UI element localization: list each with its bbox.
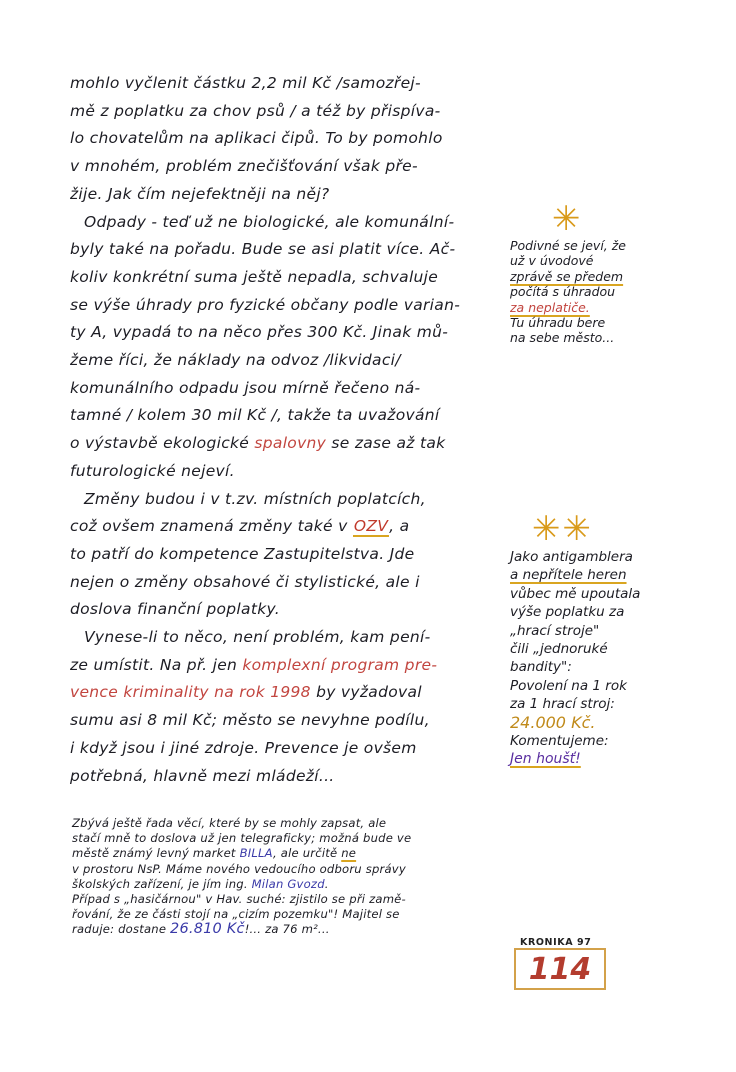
- note-text: , ale určitě: [273, 846, 342, 861]
- margin-note-1: [510, 238, 690, 346]
- main-line-program2: [70, 679, 510, 707]
- note-text: !... za 76 m²...: [244, 922, 330, 937]
- main-line: mě z poplatku za chov psů / a též by přispíva-: [70, 101, 441, 120]
- double-asterisk-icon: ✳✳: [532, 509, 593, 549]
- note-text: městě známý levný market: [72, 846, 240, 861]
- main-line: nejen o změny obsahové či stylistické, ale i: [70, 572, 420, 591]
- main-line: komunálního odpadu jsou mírně řečeno ná-: [70, 378, 421, 397]
- margin-line: Tu úhradu bere: [510, 315, 606, 331]
- main-line: mohlo vyčlenit částku 2,2 mil Kč /samozřej-: [70, 74, 421, 92]
- margin-line: [510, 269, 690, 284]
- small-notes: [72, 816, 512, 938]
- margin-line: počítá s úhradou: [510, 284, 616, 300]
- highlight-spalovny: spalovny: [254, 434, 327, 453]
- margin-line: Povolení na 1 rok: [510, 677, 627, 694]
- margin-text: zprávě se předem: [510, 268, 624, 284]
- note-line: stačí mně to doslova už jen telegraficky; možná bude ve: [72, 831, 412, 846]
- margin-line: „hrací stroje": [510, 622, 600, 639]
- main-line: Odpady - teď už ne biologické, ale komunální-: [84, 212, 455, 231]
- note-line: [72, 877, 512, 892]
- margin-line: [510, 566, 690, 584]
- main-line-program: [70, 652, 510, 680]
- note-line: Případ s „hasičárnou" v Hav. suché: zjistilo se při zamě-: [72, 892, 406, 907]
- main-line-text: , a: [389, 517, 410, 536]
- margin-note-2: [510, 548, 690, 769]
- margin-text: a nepřítele heren: [510, 567, 627, 584]
- main-line: žije. Jak čím nejefektněji na něj?: [70, 184, 330, 203]
- main-line: doslova finanční poplatky.: [70, 600, 280, 619]
- main-line-text: se zase až tak: [326, 434, 446, 453]
- main-line: ty A, vypadá to na něco přes 300 Kč. Jinak mů-: [70, 323, 449, 342]
- main-line: Vynese-li to něco, není problém, kam pení-: [84, 628, 431, 647]
- note-line: řování, že ze části stojí na „cizím pozemku"! Majitel se: [72, 907, 400, 922]
- main-line: žeme říci, že náklady na odvoz /likvidaci/: [70, 351, 401, 370]
- main-line-text: o výstavbě ekologické: [70, 434, 255, 453]
- margin-line: [510, 750, 690, 768]
- note-text: školských zařízení, je jím ing.: [72, 876, 252, 891]
- note-line: [72, 922, 512, 937]
- margin-line: čili „jednoruké: [510, 641, 608, 658]
- main-line-spalovny: [70, 430, 510, 458]
- amount: 26.810 Kč: [170, 921, 245, 938]
- ne-word: ne: [341, 846, 357, 861]
- main-line: Změny budou i v t.zv. místních poplatcích,: [84, 489, 426, 508]
- highlight-ozv: OZV: [353, 517, 389, 536]
- main-line: sumu asi 8 mil Kč; město se nevyhne podílu,: [70, 711, 430, 730]
- main-line: i když jsou i jiné zdroje. Prevence je ovšem: [70, 738, 417, 757]
- margin-line: Podivné se jeví, že: [510, 238, 626, 253]
- main-line-text: by vyžadoval: [310, 683, 422, 702]
- margin-line: bandity":: [510, 659, 572, 676]
- margin-text: za neplatiče.: [510, 299, 590, 315]
- note-text: .: [324, 876, 329, 891]
- margin-line: Komentujeme:: [510, 733, 609, 750]
- main-line: koliv konkrétní suma ještě nepadla, schvaluje: [70, 267, 439, 286]
- main-text: [70, 70, 510, 790]
- note-line: v prostoru NsP. Máme nového vedoucího odboru správy: [72, 861, 406, 876]
- note-text: raduje: dostane: [72, 922, 171, 937]
- main-line: byly také na pořadu. Bude se asi platit více. Ač-: [70, 240, 456, 259]
- main-line: to patří do kompetence Zastupitelstva. Jde: [70, 544, 415, 563]
- margin-line: [510, 300, 690, 315]
- margin-line: za 1 hrací stroj:: [510, 696, 615, 713]
- margin-line: Jako antigamblera: [510, 549, 633, 565]
- margin-line: už v úvodové: [510, 253, 594, 269]
- main-line-ozv: [70, 513, 510, 541]
- asterisk-icon: ✳: [552, 199, 581, 239]
- note-line: Zbývá ještě řada věcí, které by se mohly zapsat, ale: [72, 816, 387, 830]
- main-line-text: což ovšem znamená změny také v: [70, 517, 353, 536]
- margin-line: na sebe město...: [510, 330, 615, 346]
- billa-name: BILLA: [239, 846, 274, 861]
- chronicle-label: KRONIKA 97: [520, 937, 592, 948]
- main-line: se výše úhrady pro fyzické občany podle varian-: [70, 295, 461, 314]
- highlight-program-2: vence kriminality na rok 1998: [70, 683, 311, 702]
- fee-sum: 24.000 Kč.: [510, 712, 596, 732]
- main-line: futurologické nejeví.: [70, 461, 235, 480]
- person-name: Milan Gvozd: [251, 876, 325, 891]
- main-line-text: ze umístit. Na př. jen: [70, 655, 243, 674]
- main-line: tamné / kolem 30 mil Kč /, takže ta uvažování: [70, 406, 440, 425]
- main-line: lo chovatelům na aplikaci čipů. To by pomohlo: [70, 129, 443, 148]
- main-line: potřebná, hlavně mezi mládeží...: [70, 766, 335, 785]
- page-number: 114: [514, 948, 606, 990]
- comment-text: Jen houšť!: [510, 751, 581, 768]
- margin-line: výše poplatku za: [510, 604, 625, 621]
- note-line: [72, 846, 512, 861]
- main-line: v mnohém, problém znečišťování však pře-: [70, 157, 418, 176]
- highlight-program: komplexní program pre-: [242, 655, 438, 674]
- margin-line: vůbec mě upoutala: [510, 585, 641, 602]
